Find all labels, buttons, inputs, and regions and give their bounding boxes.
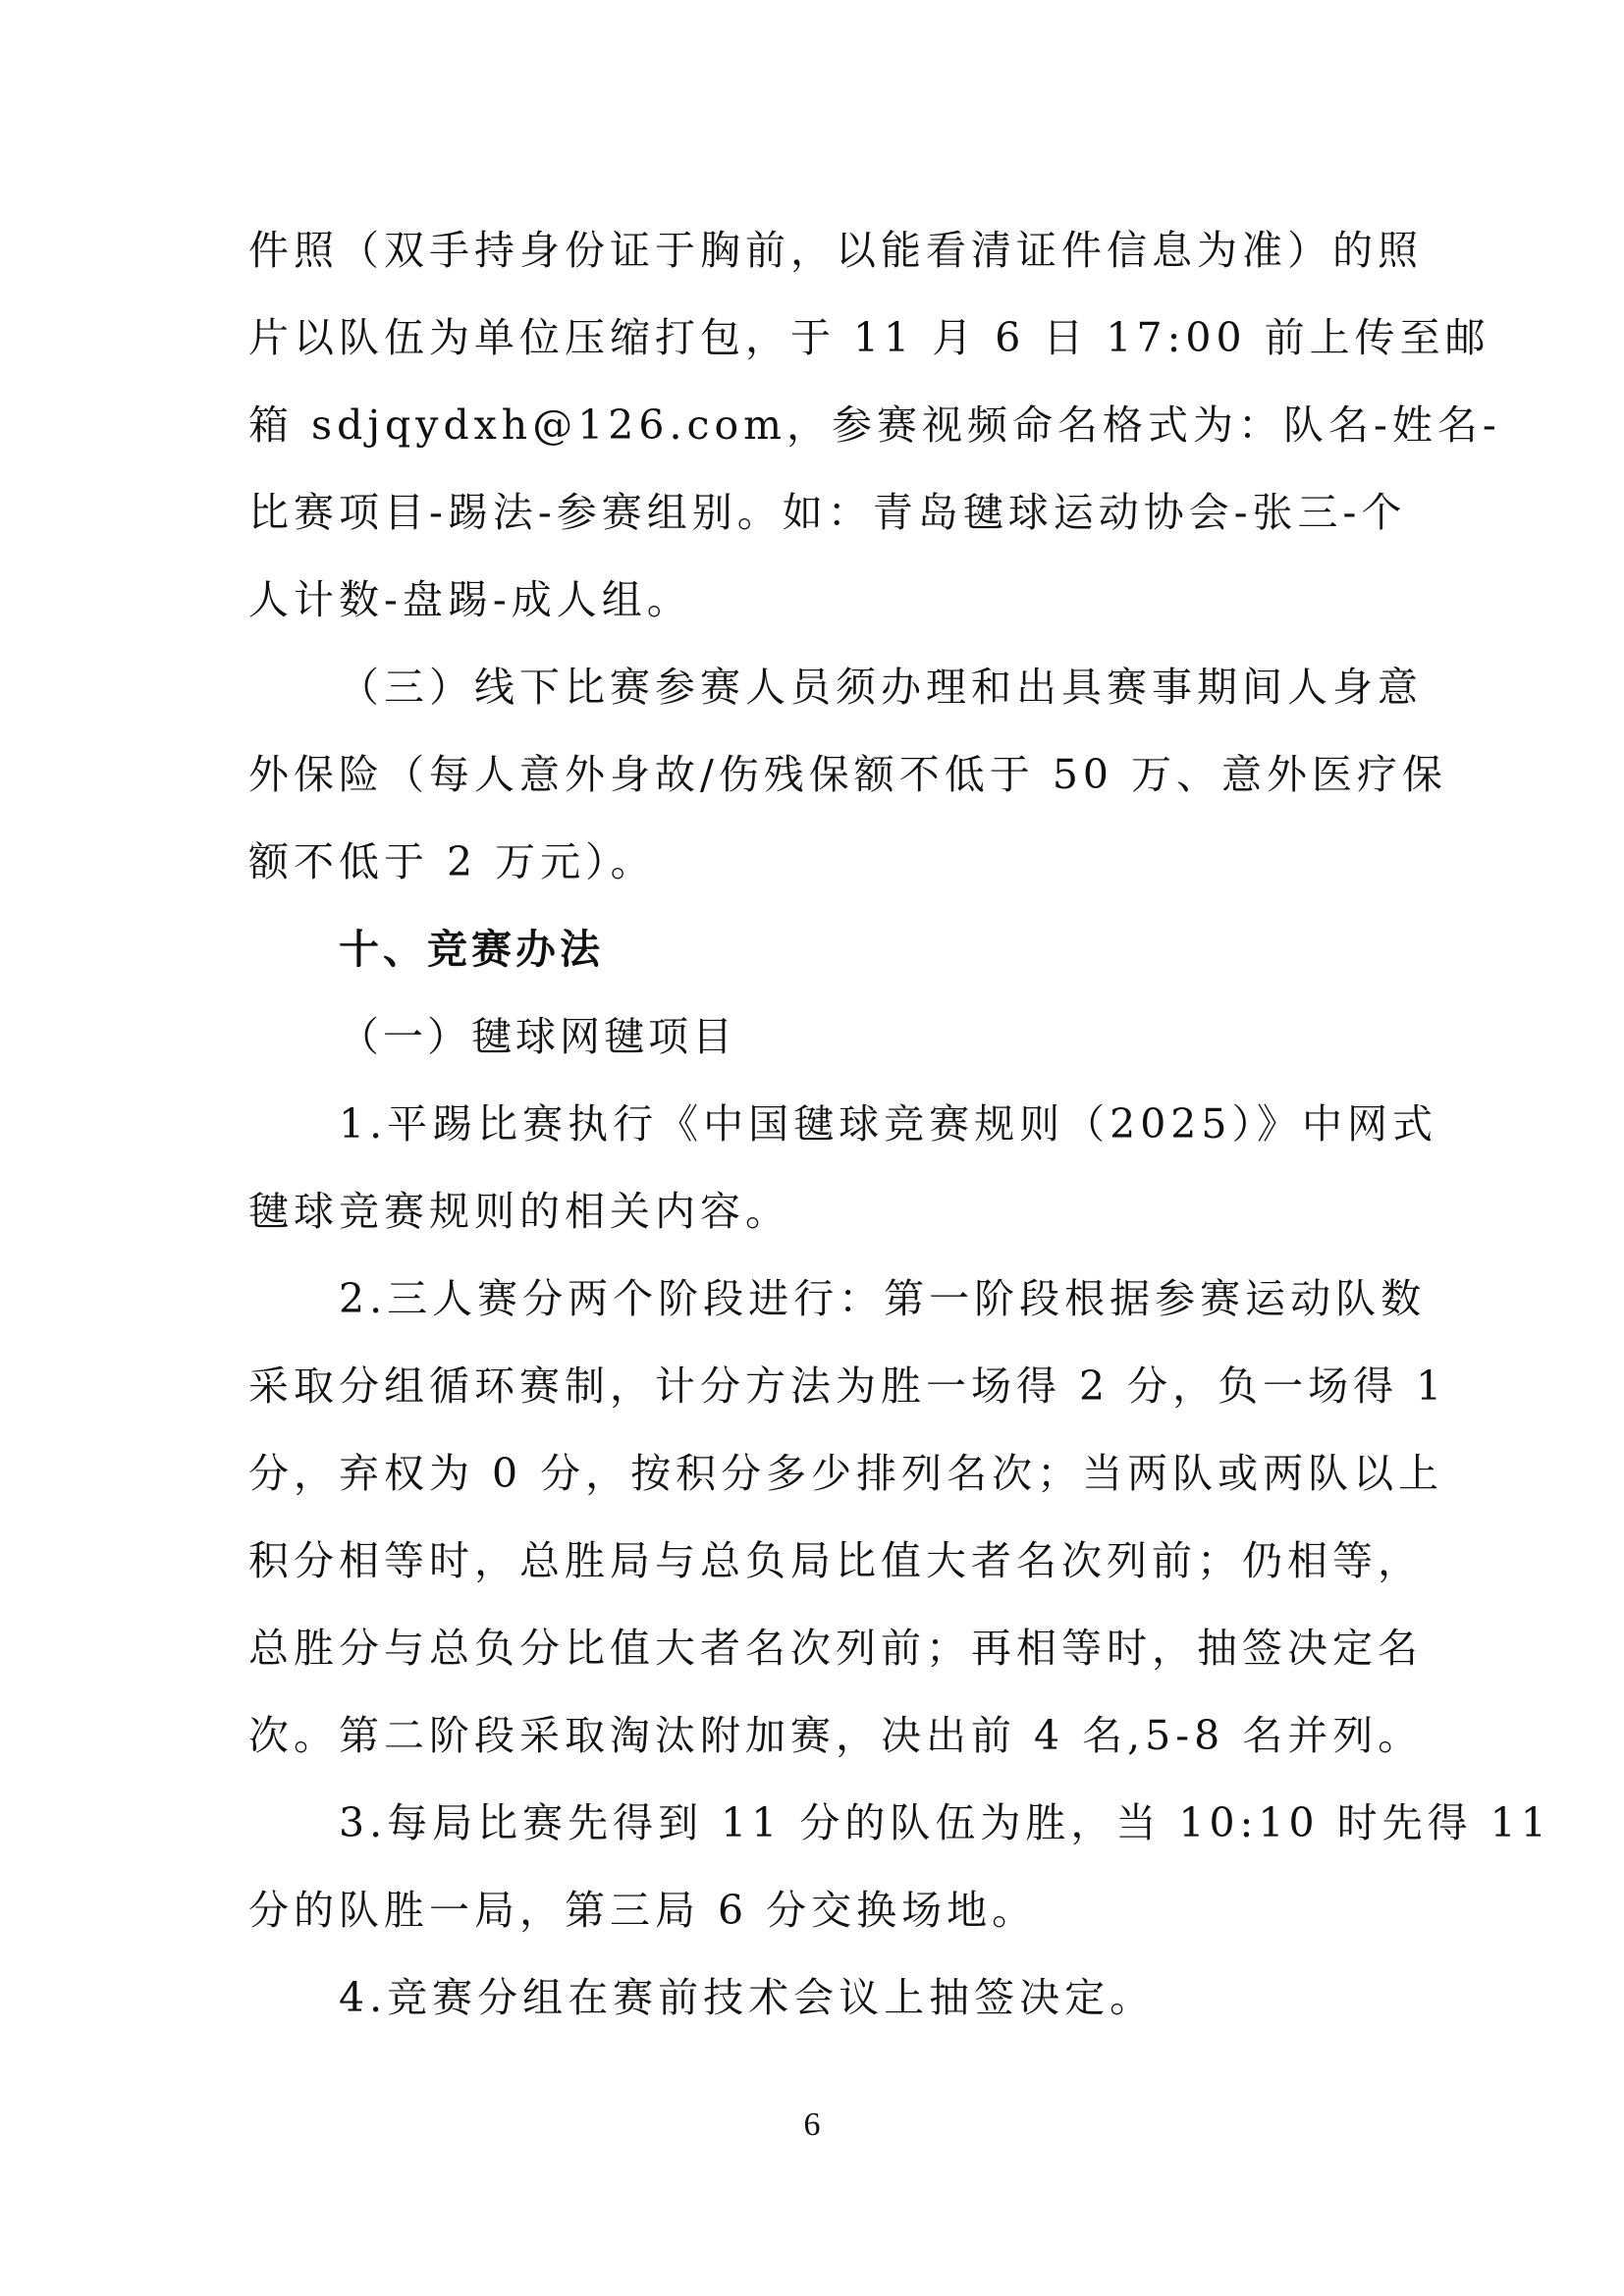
text-line: 总胜分与总负分比值大者名次列前；再相等时，抽签决定名 [248,1625,1423,1672]
text-line: 2.三人赛分两个阶段进行：第一阶段根据参赛运动队数 [339,1275,1427,1322]
section-subheading: （一）毽球网毽项目 [339,1013,736,1060]
text-line: 箱 sdjqydxh@126.com，参赛视频命名格式为：队名-姓名- [248,401,1501,449]
text-line: 次。第二阶段采取淘汰附加赛，决出前 4 名,5-8 名并列。 [248,1712,1424,1759]
text-line: 4.竞赛分组在赛前技术会议上抽签决定。 [339,1974,1156,2021]
text-line: 外保险（每人意外身故/伤残保额不低于 50 万、意外医疗保 [248,751,1448,798]
text-line: （三）线下比赛参赛人员须办理和出具赛事期间人身意 [339,664,1423,711]
text-line: 采取分组循环赛制，计分方法为胜一场得 2 分，负一场得 1 [248,1362,1447,1410]
section-heading: 十、竞赛办法 [339,926,604,973]
text-line: 额不低于 2 万元）。 [248,838,656,885]
text-line: 积分相等时，总胜局与总负局比值大者名次列前；仍相等， [248,1537,1423,1584]
text-line: 分的队胜一局，第三局 6 分交换场地。 [248,1887,1038,1934]
text-line: 片以队伍为单位压缩打包，于 11 月 6 日 17:00 前上传至邮 [248,314,1490,361]
text-line: 分，弃权为 0 分，按积分多少排列名次；当两队或两队以上 [248,1450,1444,1497]
text-line: 毽球竞赛规则的相关内容。 [248,1188,790,1235]
text-line: 3.每局比赛先得到 11 分的队伍为胜，当 10:10 时先得 11 [339,1799,1551,1846]
text-line: 比赛项目-踢法-参赛组别。如：青岛毽球运动协会-张三-个 [248,489,1407,536]
text-line: 件照（双手持身份证于胸前，以能看清证件信息为准）的照 [248,227,1423,274]
text-line: 人计数-盘踢-成人组。 [248,576,692,623]
text-line: 1.平踢比赛执行《中国毽球竞赛规则（2025）》中网式 [339,1100,1437,1148]
page-number: 6 [803,2107,821,2143]
